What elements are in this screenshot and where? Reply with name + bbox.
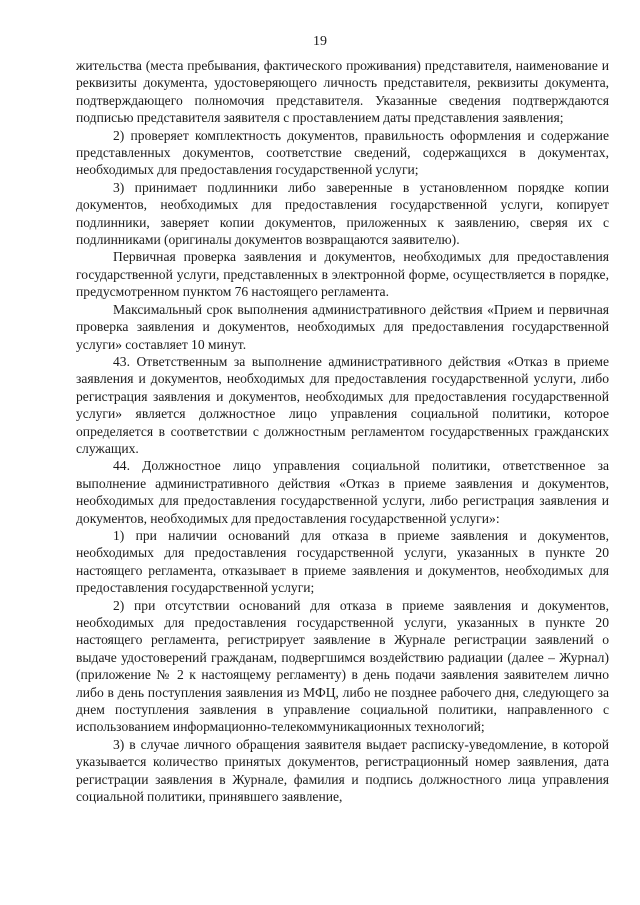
paragraph-clause-44-item-2: 2) при отсутствии оснований для отказа в приеме заявления и документов, необходимых для предоставления государственной услуги, указанных в пункте 20 настоящего регламента, регистрирует заявление в Журнале регистрации заявлений о выдаче удостоверений гражданам, подвергшимся воздействию радиации (далее – Журнал) (приложение № 2 к настоящему регламенту) в день подачи заявления заявителем лично либо в день поступления заявления из МФЦ, либо не позднее рабочего дня, следующего за днем поступления заявления в управление социальной политики, направленного с использованием информационно-телекоммуникационных технологий;: [76, 597, 609, 735]
page-number: 19: [313, 34, 327, 49]
paragraph-initial-check-electronic: Первичная проверка заявления и документов, необходимых для предоставления государственной услуги, представленных в электронной форме, осуществляется в порядке, предусмотренном пунктом 76 настоящего регламента.: [76, 249, 609, 300]
paragraph-clause-44: 44. Должностное лицо управления социальной политики, ответственное за выполнение административного действия «Отказ в приеме заявления и документов, необходимых для предоставления государственной услуги, либо регистрация заявления и документов, необходимых для предоставления государственной услуги»:: [76, 458, 609, 526]
paragraph-continuation: жительства (места пребывания, фактического проживания) представителя, наименование и реквизиты документа, удостоверяющего личность представителя, реквизиты документа, подтверждающего полномочия представителя. Указанные сведения подтверждаются подписью представителя заявителя с проставлением даты представления заявления;: [76, 58, 609, 126]
paragraph-max-duration: Максимальный срок выполнения административного действия «Прием и первичная проверка заявления и документов, необходимых для предоставления государственной услуги» составляет 10 минут.: [76, 301, 609, 352]
paragraph-clause-43: 43. Ответственным за выполнение административного действия «Отказ в приеме заявления и документов, необходимых для предоставления государственной услуги, либо регистрация заявления и документов, необходимых для предоставления государственной услуги» является должностное лицо управления социальной политики, которое определяется в соответствии с должностным регламентом государственных гражданских служащих.: [76, 353, 609, 456]
paragraph-item-3-accept-originals: 3) принимает подлинники либо заверенные в установленном порядке копии документов, необходимых для предоставления государственной услуги, копирует подлинники, заверяет копии документов, приложенных к заявлению, сверяя их с подлинниками (оригиналы документов возвращаются заявителю).: [76, 179, 609, 248]
document-body: [76, 57, 609, 805]
paragraph-clause-44-item-3: 3) в случае личного обращения заявителя выдает расписку-уведомление, в которой указывается количество принятых документов, регистрационный номер заявления, дата регистрации заявления в Журнале, фамилия и подпись должностного лица управления социальной политики, принявшего заявление,: [76, 736, 609, 805]
paragraph-item-2-check-completeness: 2) проверяет комплектность документов, правильность оформления и содержание представленных документов, соответствие сведений, содержащихся в документах, необходимых для предоставления государственной услуги;: [76, 127, 609, 178]
paragraph-clause-44-item-1: 1) при наличии оснований для отказа в приеме заявления и документов, необходимых для предоставления государственной услуги, указанных в пункте 20 настоящего регламента, отказывает в приеме заявления и документов, необходимых для предоставления государственной услуги;: [76, 527, 609, 596]
